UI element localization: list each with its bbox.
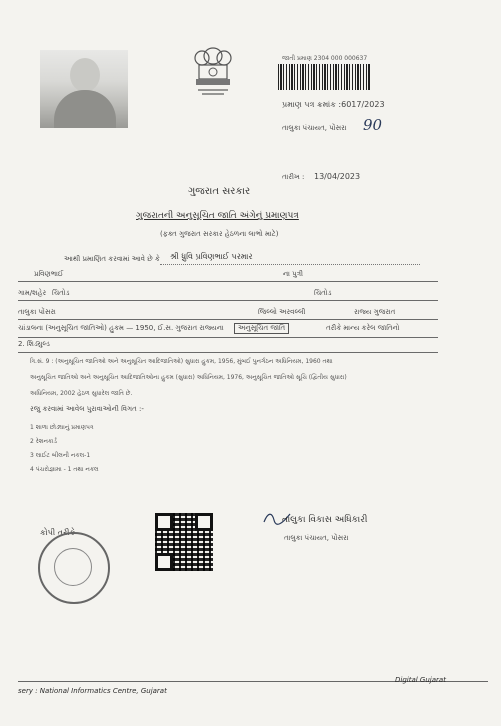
issuing-office: તાલુકા પંચાયત, પોંસરા [282,124,347,132]
village-value: ચિતોડ [52,289,70,297]
intro-label: આથી પ્રમાણિત કરવામાં આવે છે કે [64,255,160,263]
document-item: 4 પંચરોજ્ઞામા - 1 તથા નકલ [30,466,99,473]
document-item: 2 રેશનકાર્ડ [30,438,57,445]
footer-provider: sery : National Informatics Centre, Gujarat [18,687,167,695]
document-item: 3 લાઈટ બીલની નકલ-1 [30,452,91,459]
handwritten-mark: 90 [363,116,383,134]
qr-code [155,513,213,571]
barcode [278,64,370,90]
paragraph-line-1: ત્રિ.સં. 9 : (અનુસૂચિત જાતિઓ અને અનુસૂચિત આદિજાતિઓ) સુધારા હુકમ, 1956, મુંબઈ પુનર્ગઠન અધિનિયમ, 1960 તથા [30,358,333,365]
caste-recognition: તરીકે માન્ય કરેલ જાતિનો [326,324,400,332]
schedule-label: 2. શિડ્યુલ્ડ [18,340,50,348]
certificate-number: પ્રમાણ પત્ર ક્રમાંક :6017/2023 [282,100,385,109]
barcode-number: જાતી પ્રમાણ 2304 000 000637 [282,55,368,62]
order-reference: ચાંડાલના (અનુસૂચિત જાતિઓ) હુકમ — 1950, ઈ.સ. ગુજરાત રાજ્યના [18,324,224,332]
documents-heading: રજુ કરવામાં આવેલ પુરાવાઓની વિગત :- [30,405,144,413]
signatory-office: તાલુકા પંચાયત, પોંસરા [284,534,349,542]
father-name: પ્રવિણભાઈ [34,270,64,278]
district: જિલ્લો અરવલ્લી [258,308,306,316]
certificate-title: ગુજરાતની અનુસૂચિત જાતિ અંગેનું પ્રમાણપત્ર [136,211,299,221]
national-emblem-icon [190,42,236,100]
town-value: ચિતોડ [314,289,332,297]
signatory-title: તાલુકા વિકાસ અધિકારી [282,515,368,525]
state: રાજ્ય ગુજરાત [354,308,396,316]
taluka: તાલુકા પોંસરા [18,308,56,316]
paragraph-line-2: અનુસૂચિત જાતિઓ અને અનુસૂચિત આદિજાતિઓના હુકમ (સુધારા) અધિનિયમ, 1976, અનુસૂચિત જાતિઓ સૂચિ (દ્વિતીય સુધારા) [30,374,347,381]
relation-label: ના પુત્રી [283,270,304,278]
village-label: ગામ/શહેર [18,289,47,297]
certificate-subtitle: (ફક્ત ગુજરાત સરકાર હેઠળના લાભો માટે) [160,230,279,238]
document-item: 1 શાળા છોડ્યાનું પ્રમાણપત્ર [30,424,94,431]
paragraph-line-3: અધિનિયમ, 2002 હેઠળ સુધારેલ જાતિ છે. [30,390,133,397]
date-value: 13/04/2023 [314,172,361,181]
footer-brand: Digital Gujarat [395,676,446,684]
date-label: તારીખ : [282,173,305,181]
caste-category: અનુસૂચિત જાતિ [234,323,289,334]
sarkar-heading: ગુજરાત સરકાર [188,186,251,197]
applicant-name: શ્રી ધ્રુવિ પ્રવિણભાઈ પરમાર [170,252,253,261]
applicant-photo [40,50,128,128]
copy-stamp-label: કોપી તરીકે [40,528,76,537]
office-seal [38,532,110,604]
